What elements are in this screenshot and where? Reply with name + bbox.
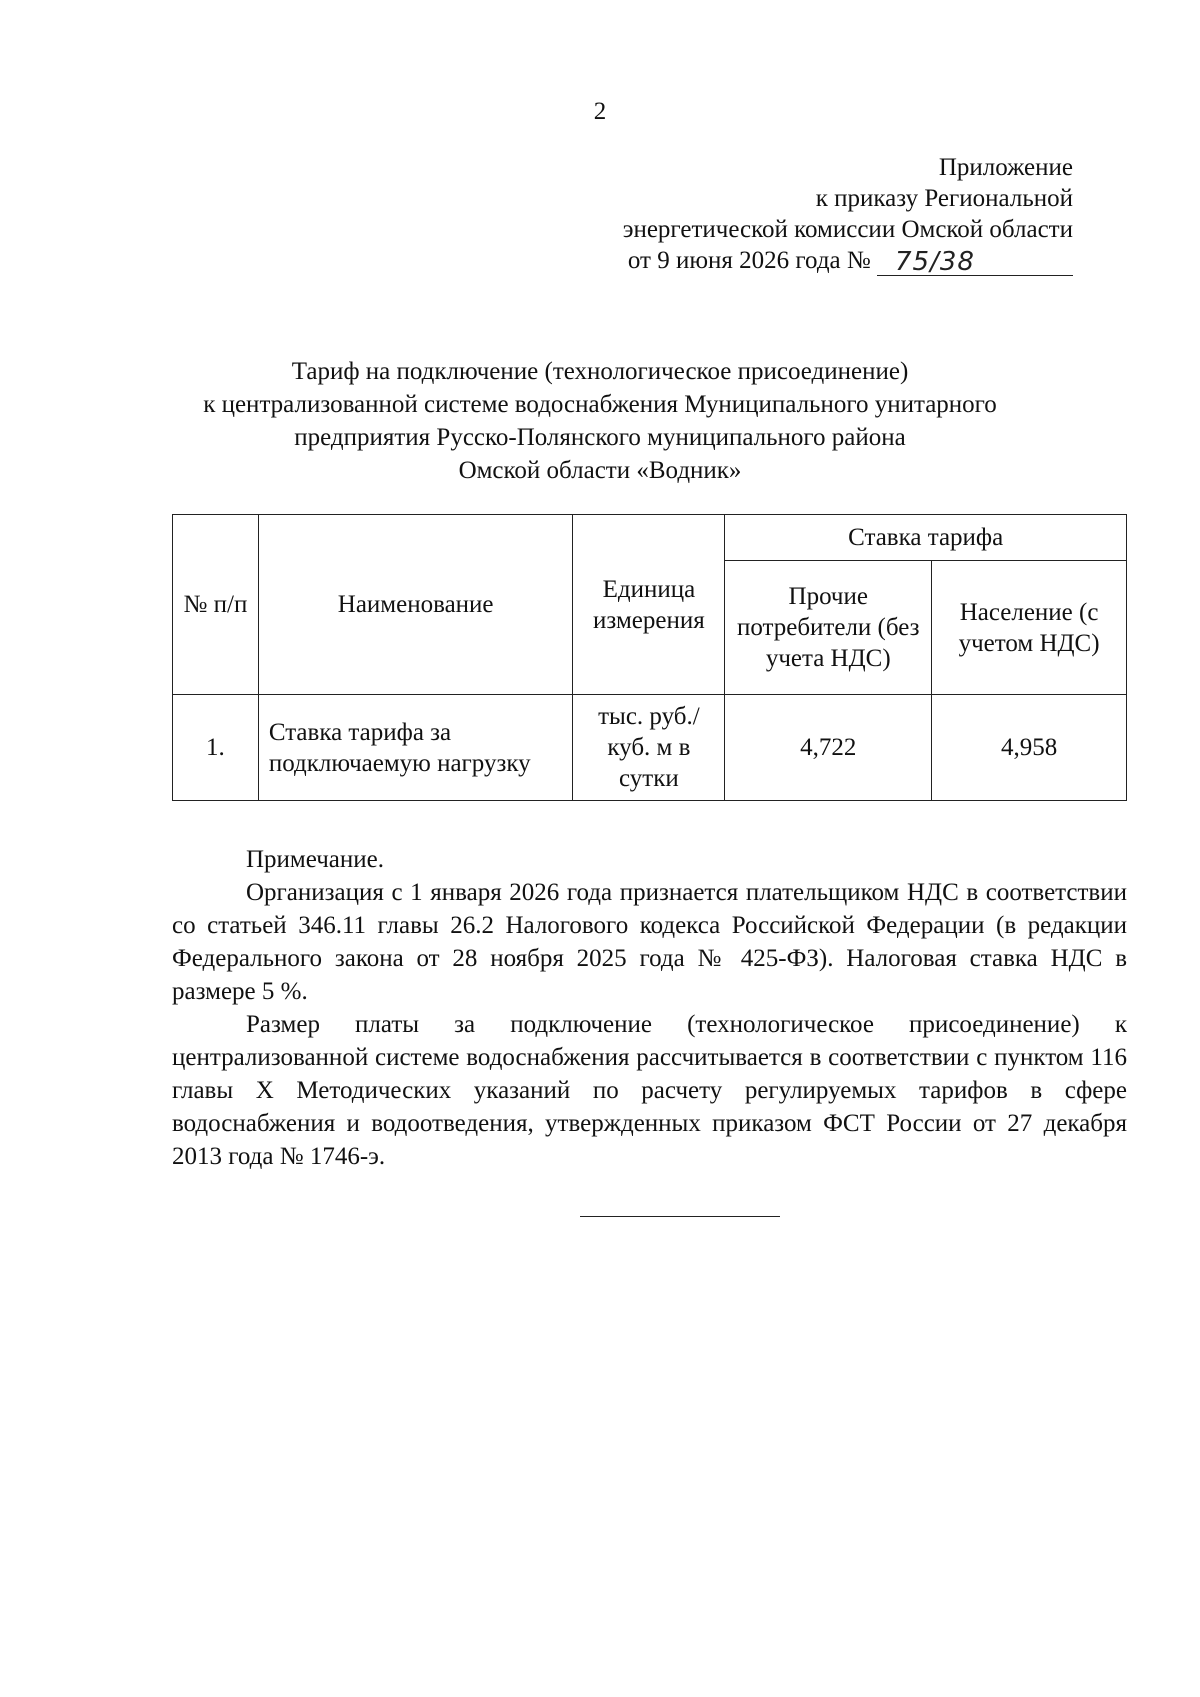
row-unit: тыс. руб./куб. м в сутки: [573, 695, 725, 801]
row-other-value: 4,722: [725, 695, 932, 801]
appendix-line-4: [623, 245, 1073, 276]
title-line-3: предприятия Русско-Полянского муниципального района: [294, 424, 906, 451]
title-line-4: Омской области «Водник»: [458, 457, 742, 484]
appendix-block: [623, 152, 1073, 276]
order-date-text: от 9 июня 2026 года №: [627, 247, 871, 274]
header-other-consumers: Прочие потребители (без учета НДС): [725, 561, 932, 695]
header-rate-group: Ставка тарифа: [725, 515, 1127, 561]
tariff-table: [172, 514, 1127, 801]
header-population: Население (с учетом НДС): [932, 561, 1127, 695]
appendix-line-2: к приказу Региональной: [815, 185, 1073, 212]
appendix-line-3: энергетической комиссии Омской области: [622, 216, 1073, 243]
row-num: 1.: [173, 695, 259, 801]
end-divider: [580, 1216, 780, 1217]
notes-section: [172, 843, 1127, 1173]
row-name: Ставка тарифа за подключаемую нагрузку: [258, 695, 573, 801]
page-number: 2: [593, 98, 607, 125]
header-name: Наименование: [258, 515, 573, 695]
notes-paragraph-2: Размер платы за подключение (технологическое присоединение) к централизованной системе водоснабжения рассчитывается в соответствии с пунктом 116 главы X Методических указаний по расчету регулируемых тарифов в сфере водоснабжения и водоотведения, утвержденных приказом ФСТ России от 27 декабря 2013 года № 1746-э.: [172, 1011, 1127, 1170]
order-number-field: [877, 247, 1073, 276]
notes-heading: Примечание.: [246, 846, 385, 873]
header-unit: Единица измерения: [573, 515, 725, 695]
handwritten-order-number: 75/38: [895, 247, 975, 277]
appendix-line-1: Приложение: [938, 154, 1073, 181]
notes-paragraph-1: Организация с 1 января 2026 года признается плательщиком НДС в соответствии со статьей 346.11 главы 26.2 Налогового кодекса Российской Федерации (в редакции Федерального закона от 28 ноября 2025 года № 425-ФЗ). Налоговая ставка НДС в размере 5 %.: [172, 879, 1127, 1005]
title-line-2: к централизованной системе водоснабжения Муниципального унитарного: [203, 391, 997, 418]
title-line-1: Тариф на подключение (технологическое присоединение): [291, 358, 909, 385]
document-title: [0, 355, 1200, 487]
row-population-value: 4,958: [932, 695, 1127, 801]
table-row: [173, 695, 1127, 801]
header-num: № п/п: [173, 515, 259, 695]
